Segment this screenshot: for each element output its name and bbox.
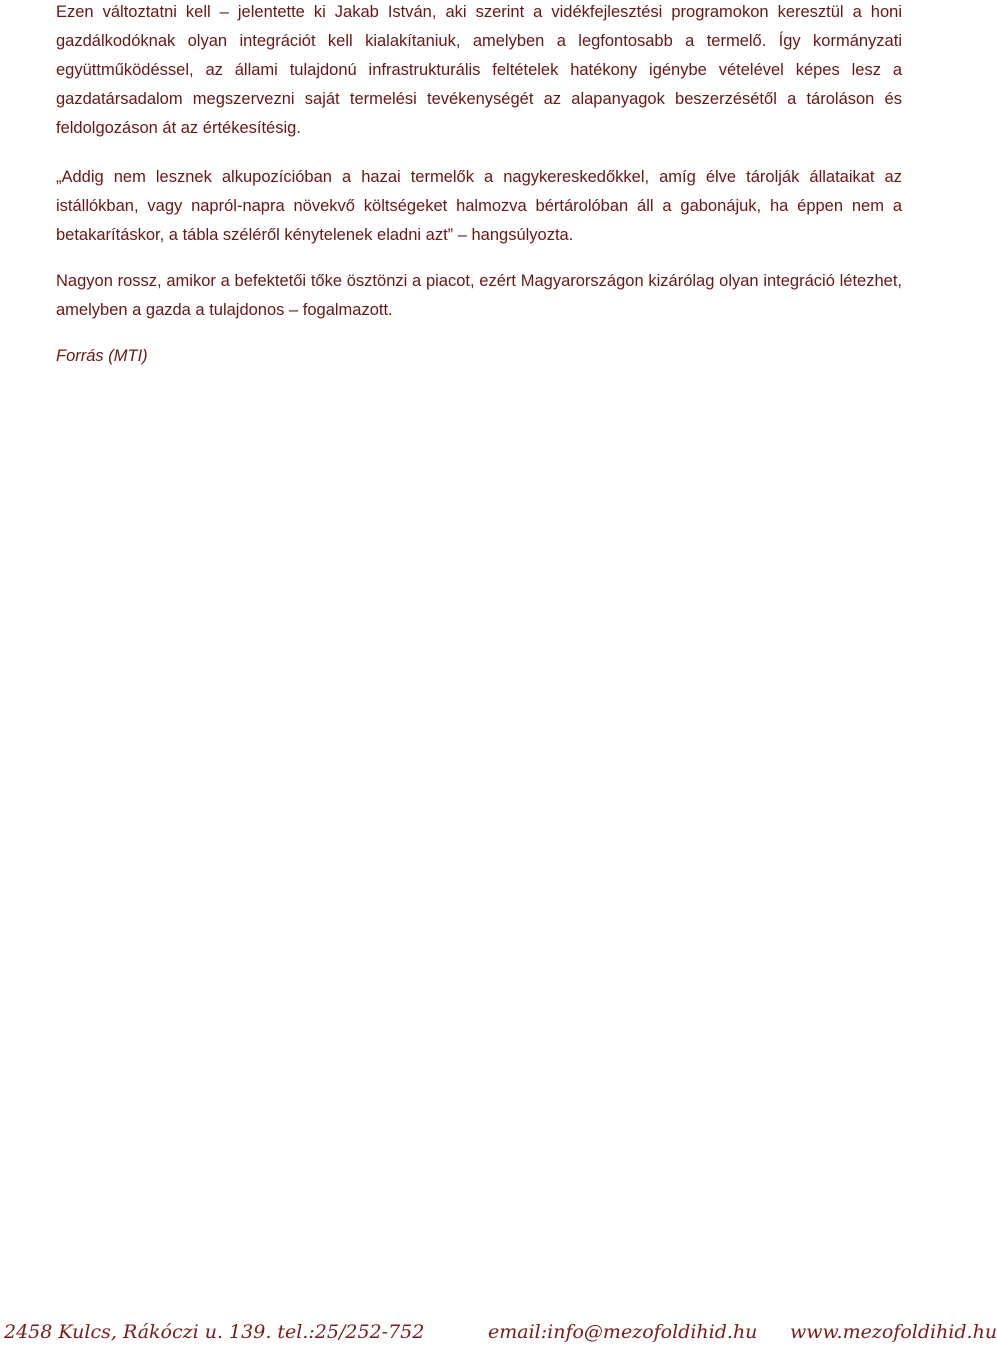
- page-footer: [0, 1316, 997, 1348]
- article-paragraph-3: Nagyon rossz, amikor a befektetői tőke ösztönzi a piacot, ezért Magyarországon kizárólag olyan integráció létezhet, amelyben a gazda a tulajdonos – fogalmazott.: [56, 272, 902, 319]
- footer-website: www.mezofoldihid.hu: [790, 1321, 997, 1343]
- article-paragraph-1: Ezen változtatni kell – jelentette ki Jakab István, aki szerint a vidékfejlesztési programokon keresztül a honi gazdálkodóknak olyan integrációt kell kialakítaniuk, amelyben a legfontosabb a termelő. Így kormányzati együttműködéssel, az állami tulajdonú infrastrukturális feltételek hatékony igénybe vételével képes lesz a gazdatársadalom megszervezni saját termelési tevékenységét az alapanyagok beszerzésétől a tároláson és feldolgozáson át az értékesítésig.: [56, 3, 902, 137]
- source-attribution: Forrás (MTI): [56, 347, 148, 365]
- article-paragraph-2-quote: „Addig nem lesznek alkupozícióban a hazai termelők a nagykereskedőkkel, amíg élve tárolják állataikat az istállókban, vagy napról-napra növekvő költségeket halmozva bértárolóban áll a gabonájuk, ha éppen nem a betakarításkor, a tábla széléről kénytelenek eladni azt” – hangsúlyozta.: [56, 168, 902, 244]
- footer-email: email:info@mezofoldihid.hu: [488, 1321, 758, 1343]
- footer-address: 2458 Kulcs, Rákóczi u. 139. tel.:25/252-752: [4, 1321, 425, 1343]
